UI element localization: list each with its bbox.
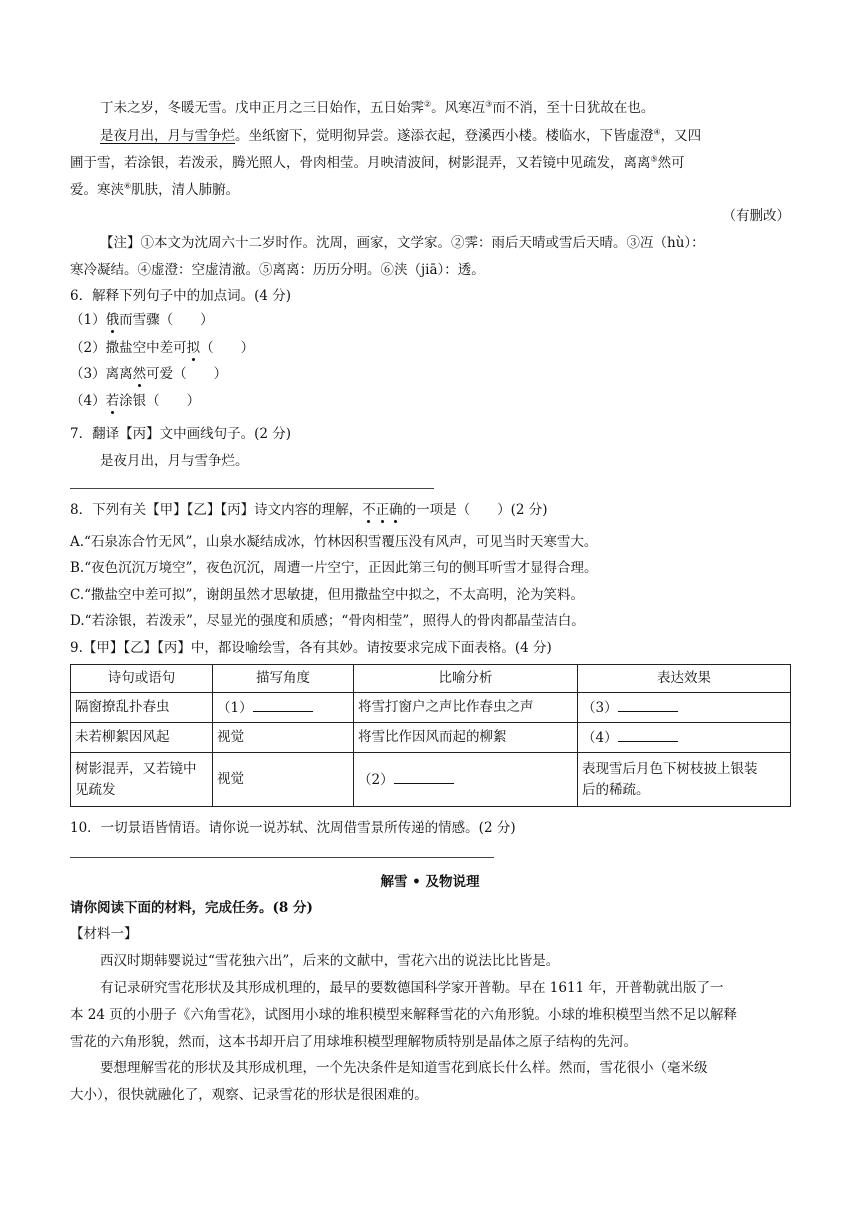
item-text: （ ）: [200, 340, 255, 356]
cell-line: 见疏发: [75, 781, 116, 798]
section-title: 解雪 • 及物说理: [380, 874, 480, 890]
table-header: 表达效果: [578, 665, 791, 693]
q8-stem-text: 8．下列有关【甲】【乙】【丙】诗文内容的理解，: [70, 502, 363, 518]
table-header-row: [71, 665, 791, 693]
table-cell: [578, 723, 791, 753]
q9-stem: 9.【甲】【乙】【丙】中，都设喻绘雪，各有其妙。请按要求完成下面表格。(4 分): [70, 640, 552, 656]
bing-text: 。风寒冱: [431, 100, 486, 116]
fill-blank[interactable]: [618, 697, 678, 712]
q6-item-2: [70, 338, 790, 358]
blank-label: （3）: [582, 699, 618, 716]
dotted-word: 然: [132, 366, 147, 382]
q6-item-3: [70, 364, 790, 384]
table-cell: [354, 753, 578, 807]
bing-text: 圃于雪，若涂银，若泼汞，腾光照人，骨肉相莹。月映清波间，树影混弄，又若镜中见疏发，离离: [70, 155, 651, 171]
item-text: 涂银（ ）: [119, 393, 201, 409]
table-cell: 将雪比作因风而起的柳絮: [354, 723, 578, 753]
bing-text: 。坐纸窗下，觉明彻异尝。遂添衣起，登溪西小楼。楼临水，下皆虚澄: [235, 128, 654, 144]
note-marker: ⑤: [650, 154, 658, 164]
table-row: [71, 753, 791, 807]
table-header: 比喻分析: [354, 665, 578, 693]
item-prefix: （1）: [70, 312, 106, 328]
q6-item-1: [70, 310, 790, 330]
q8-stem: [70, 500, 790, 520]
material-paragraph: 西汉时期韩婴说过“雪花独六出”，后来的文献中，雪花六出的说法比比皆是。: [100, 953, 560, 969]
blank-label: （2）: [358, 771, 394, 788]
underlined-sentence: 是夜月出，月与雪争烂: [100, 128, 235, 144]
section-task: 请你阅读下面的材料，完成任务。(8 分): [70, 900, 313, 916]
source-note: （有删改）: [722, 208, 790, 224]
note-marker: ④: [653, 127, 661, 137]
bing-line-2: [100, 126, 790, 146]
cell-line: 表现雪后月色下树枝披上银装: [582, 760, 758, 777]
bing-line-4: [70, 180, 790, 200]
dotted-word: 拟: [186, 340, 201, 356]
q7-stem: 7．翻译【丙】文中画线句子。(2 分): [70, 426, 292, 442]
note-marker: ②: [424, 99, 432, 109]
dotted-word: 若: [105, 393, 120, 409]
q8-option-b: B.“夜色沉沉万境空”，夜色沉沉，周遭一片空宁，正因此第三句的侧耳听雪才显得合理。: [70, 560, 598, 576]
item-text: 可爱（ ）: [146, 366, 228, 382]
table-cell: [578, 753, 791, 807]
item-prefix: （3）离离: [70, 366, 133, 382]
bing-line-3: [70, 153, 790, 173]
cell-line: 后的稀疏。: [582, 781, 650, 798]
table-cell: 视觉: [213, 723, 354, 753]
table-header: 描写角度: [213, 665, 354, 693]
q6-item-4: [70, 391, 790, 411]
table-cell: 未若柳絮因风起: [71, 723, 213, 753]
dotted-word: 俄: [105, 312, 120, 328]
dotted-word: 确: [389, 502, 403, 518]
fill-blank[interactable]: [253, 697, 313, 712]
item-prefix: （4）: [70, 393, 106, 409]
q7-sentence: 是夜月出，月与雪争烂。: [100, 453, 249, 469]
item-text: 而雪骤（ ）: [119, 312, 214, 328]
bing-text: 然可: [657, 155, 685, 171]
q9-table: [70, 664, 791, 807]
bing-text: 而不消，至十日犹故在也。: [492, 100, 655, 116]
material-paragraph: 本 24 页的小册子《六角雪花》，试图用小球的堆积模型来解释雪花的六角形貌。小球的堆积模型当然不足以解释: [70, 1007, 738, 1023]
table-row: [71, 723, 791, 753]
table-cell: [213, 693, 354, 723]
material-paragraph: 要想理解雪花的形状及其形成机理，一个先决条件是知道雪花到底长什么样。然而，雪花很小（毫米级: [100, 1060, 708, 1076]
q8-stem-text: 的一项是（ ）(2 分): [402, 502, 548, 518]
answer-line: [70, 857, 494, 858]
material-paragraph: 大小），很快就融化了，观察、记录雪花的形状是很困难的。: [70, 1087, 428, 1103]
q6-stem: 6．解释下列句子中的加点词。(4 分): [70, 288, 292, 304]
q10-stem: 10．一切景语皆情语。请你说一说苏轼、沈周借雪景所传递的情感。(2 分): [70, 820, 516, 836]
material-paragraph: 有记录研究雪花形状及其形成机理的，最早的要数德国科学家开普勒。早在 1611 年，开普勒就出版了一: [100, 980, 724, 996]
q8-option-a: A.“石泉冻合竹无风”，山泉水凝结成冰，竹林因积雪覆压没有风声，可见当时天寒雪大。: [70, 534, 598, 550]
fill-blank[interactable]: [394, 769, 454, 784]
table-cell: [71, 753, 213, 807]
bing-text: ，又四: [660, 128, 702, 144]
table-row: [71, 693, 791, 723]
bing-text: 丁未之岁，冬暖无雪。戊申正月之三日始作，五日始霁: [100, 100, 424, 116]
material-paragraph: 雪花的六角形貌，然而，这本书却开启了用球堆积模型理解物质特别是晶体之原子结构的先河。: [70, 1034, 637, 1050]
annotation-line-2: 寒冷凝结。④虚澄：空虚清澈。⑤离离：历历分明。⑥浃（jiā）：透。: [70, 262, 485, 278]
q8-option-d: D.“若涂银，若泼汞”，尽显光的强度和质感；“骨肉相莹”，照得人的骨肉都晶莹洁白。: [70, 613, 585, 629]
note-marker: ⑥: [124, 181, 132, 191]
bing-line-1: [100, 98, 790, 118]
blank-label: （1）: [217, 699, 253, 716]
blank-label: （4）: [582, 729, 618, 746]
annotation-line-1: 【注】①本文为沈周六十二岁时作。沈周，画家，文学家。②霁：雨后天晴或雪后天晴。③冱（hù）：: [100, 235, 705, 251]
fill-blank[interactable]: [618, 727, 678, 742]
cell-line: 树影混弄，又若镜中: [75, 760, 197, 777]
table-cell: 隔窗撩乱扑春虫: [71, 693, 213, 723]
table-cell: 视觉: [213, 753, 354, 807]
item-prefix: （2）撒盐空中差可: [70, 340, 187, 356]
bing-text: 肌肤，清人肺腑。: [131, 182, 240, 198]
material-label: 【材料一】: [70, 926, 138, 942]
q8-option-c: C.“撒盐空中差可拟”，谢朗虽然才思敏捷，但用撒盐空中拟之，不太高明，沦为笑料。: [70, 587, 584, 603]
table-cell: 将雪打窗户之声比作春虫之声: [354, 693, 578, 723]
note-marker: ③: [485, 99, 493, 109]
table-cell: [578, 693, 791, 723]
dotted-word: 不: [362, 502, 376, 518]
bing-text: 爱。寒浃: [70, 182, 124, 198]
table-header: 诗句或语句: [71, 665, 213, 693]
dotted-word: 正: [375, 502, 390, 518]
answer-line: [70, 488, 434, 489]
